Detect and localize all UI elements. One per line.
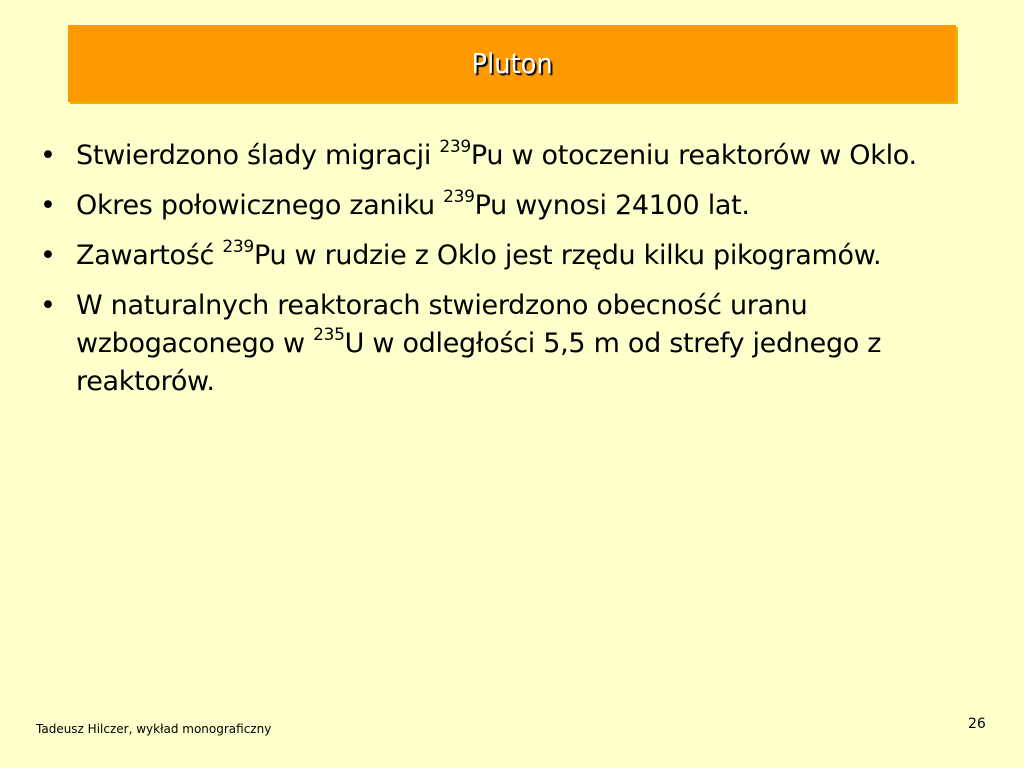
bullet-text-before: Stwierdzono ślady migracji <box>76 140 440 171</box>
bullet-marker: • <box>40 290 56 321</box>
bullet-text-before: Zawartość <box>76 240 223 271</box>
footer-author: Tadeusz Hilczer, wykład monograficzny <box>36 722 272 736</box>
bullet-text-before: Okres połowicznego zaniku <box>76 190 444 221</box>
bullet-item <box>32 137 982 175</box>
isotope-mass-number: 239 <box>439 137 471 157</box>
isotope-mass-number: 239 <box>443 187 475 207</box>
bullet-marker: • <box>40 240 56 271</box>
bullet-list <box>32 137 982 413</box>
bullet-text-after: U w odległości 5,5 m od strefy jednego z reaktorów. <box>76 328 882 397</box>
isotope-mass-number: 235 <box>313 325 345 345</box>
bullet-marker: • <box>40 190 56 221</box>
slide-title: Pluton <box>471 47 553 80</box>
bullet-item <box>32 287 982 401</box>
bullet-text-before: W naturalnych reaktorach stwierdzono obecność uranu wzbogaconego w <box>76 290 808 359</box>
bullet-text-after: Pu w otoczeniu reaktorów w Oklo. <box>470 140 917 171</box>
isotope-mass-number: 239 <box>222 237 254 257</box>
bullet-marker: • <box>40 140 56 171</box>
bullet-item <box>32 237 982 275</box>
bullet-text-after: Pu w rudzie z Oklo jest rzędu kilku pikogramów. <box>253 240 882 271</box>
bullet-text-after: Pu wynosi 24100 lat. <box>474 190 750 221</box>
page-number: 26 <box>968 716 986 732</box>
bullet-item <box>32 187 982 225</box>
title-bar <box>68 25 956 102</box>
